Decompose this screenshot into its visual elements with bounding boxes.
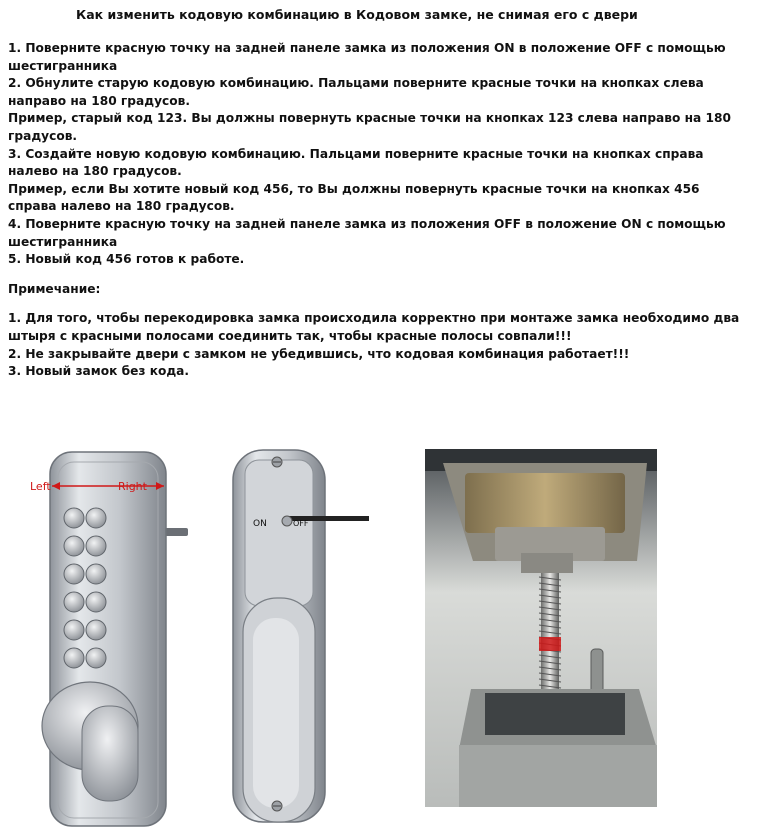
keypad-button-4 <box>64 592 84 612</box>
left-label: Left <box>30 480 51 493</box>
step-5: 5. Новый код 456 готов к работе. <box>8 252 245 267</box>
note-heading: Примечание: <box>8 281 101 296</box>
step-3: 3. Создайте новую кодовую комбинацию. Пальцами поверните красные точки на кнопках справа налево на 180 градусов. <box>8 146 704 179</box>
keypad-button-6 <box>64 648 84 668</box>
on-off-switch <box>282 516 292 526</box>
off-label: OFF <box>293 519 309 528</box>
keypad-button-1 <box>64 508 84 528</box>
mechanism-photo <box>425 449 657 807</box>
lock-back-image <box>227 448 372 830</box>
keypad-button-8 <box>86 536 106 556</box>
lock-front-image <box>22 448 207 830</box>
right-label: Right <box>118 480 147 493</box>
keypad-button-10 <box>86 592 106 612</box>
step-2: 2. Обнулите старую кодовую комбинацию. Пальцами поверните красные точки на кнопках слева направо на 180 градусов. <box>8 76 704 108</box>
note-1: 1. Для того, чтобы перекодировка замка происходила корректно при монтаже замка необходимо два штыря с красными полосами соединить так, чтобы красные полосы совпали!!! <box>8 311 740 343</box>
keypad-button-12 <box>86 648 106 668</box>
step-4: 4. Поверните красную точку на задней панеле замка из положения OFF в положение ON с помощью шестигранника <box>8 216 726 249</box>
page-title: Как изменить кодовую комбинацию в Кодовом замке, не снимая его с двери <box>76 7 638 22</box>
note-3: 3. Новый замок без кода. <box>8 364 190 379</box>
keypad-button-2 <box>64 536 84 556</box>
step-2-example: Пример, старый код 123. Вы должны повернуть красные точки на кнопках 123 слева направо на 180 градусов. <box>8 111 731 143</box>
keypad-button-11 <box>86 620 106 640</box>
step-1: 1. Поверните красную точку на задней панеле замка из положения ON в положение OFF с помощью шестигранника <box>8 41 726 73</box>
keypad-button-7 <box>86 508 106 528</box>
instructions <box>8 40 748 381</box>
step-3-example: Пример, если Вы хотите новый код 456, то Вы должны повернуть красные точки на кнопках 456 справа налево на 180 градусов. <box>8 181 700 214</box>
on-label: ON <box>253 519 267 529</box>
note-2: 2. Не закрывайте двери с замком не убедившись, что кодовая комбинация работает!!! <box>8 346 630 361</box>
keypad-button-3 <box>64 564 84 584</box>
keypad-button-5 <box>64 620 84 640</box>
keypad-button-9 <box>86 564 106 584</box>
red-marks <box>539 637 561 651</box>
